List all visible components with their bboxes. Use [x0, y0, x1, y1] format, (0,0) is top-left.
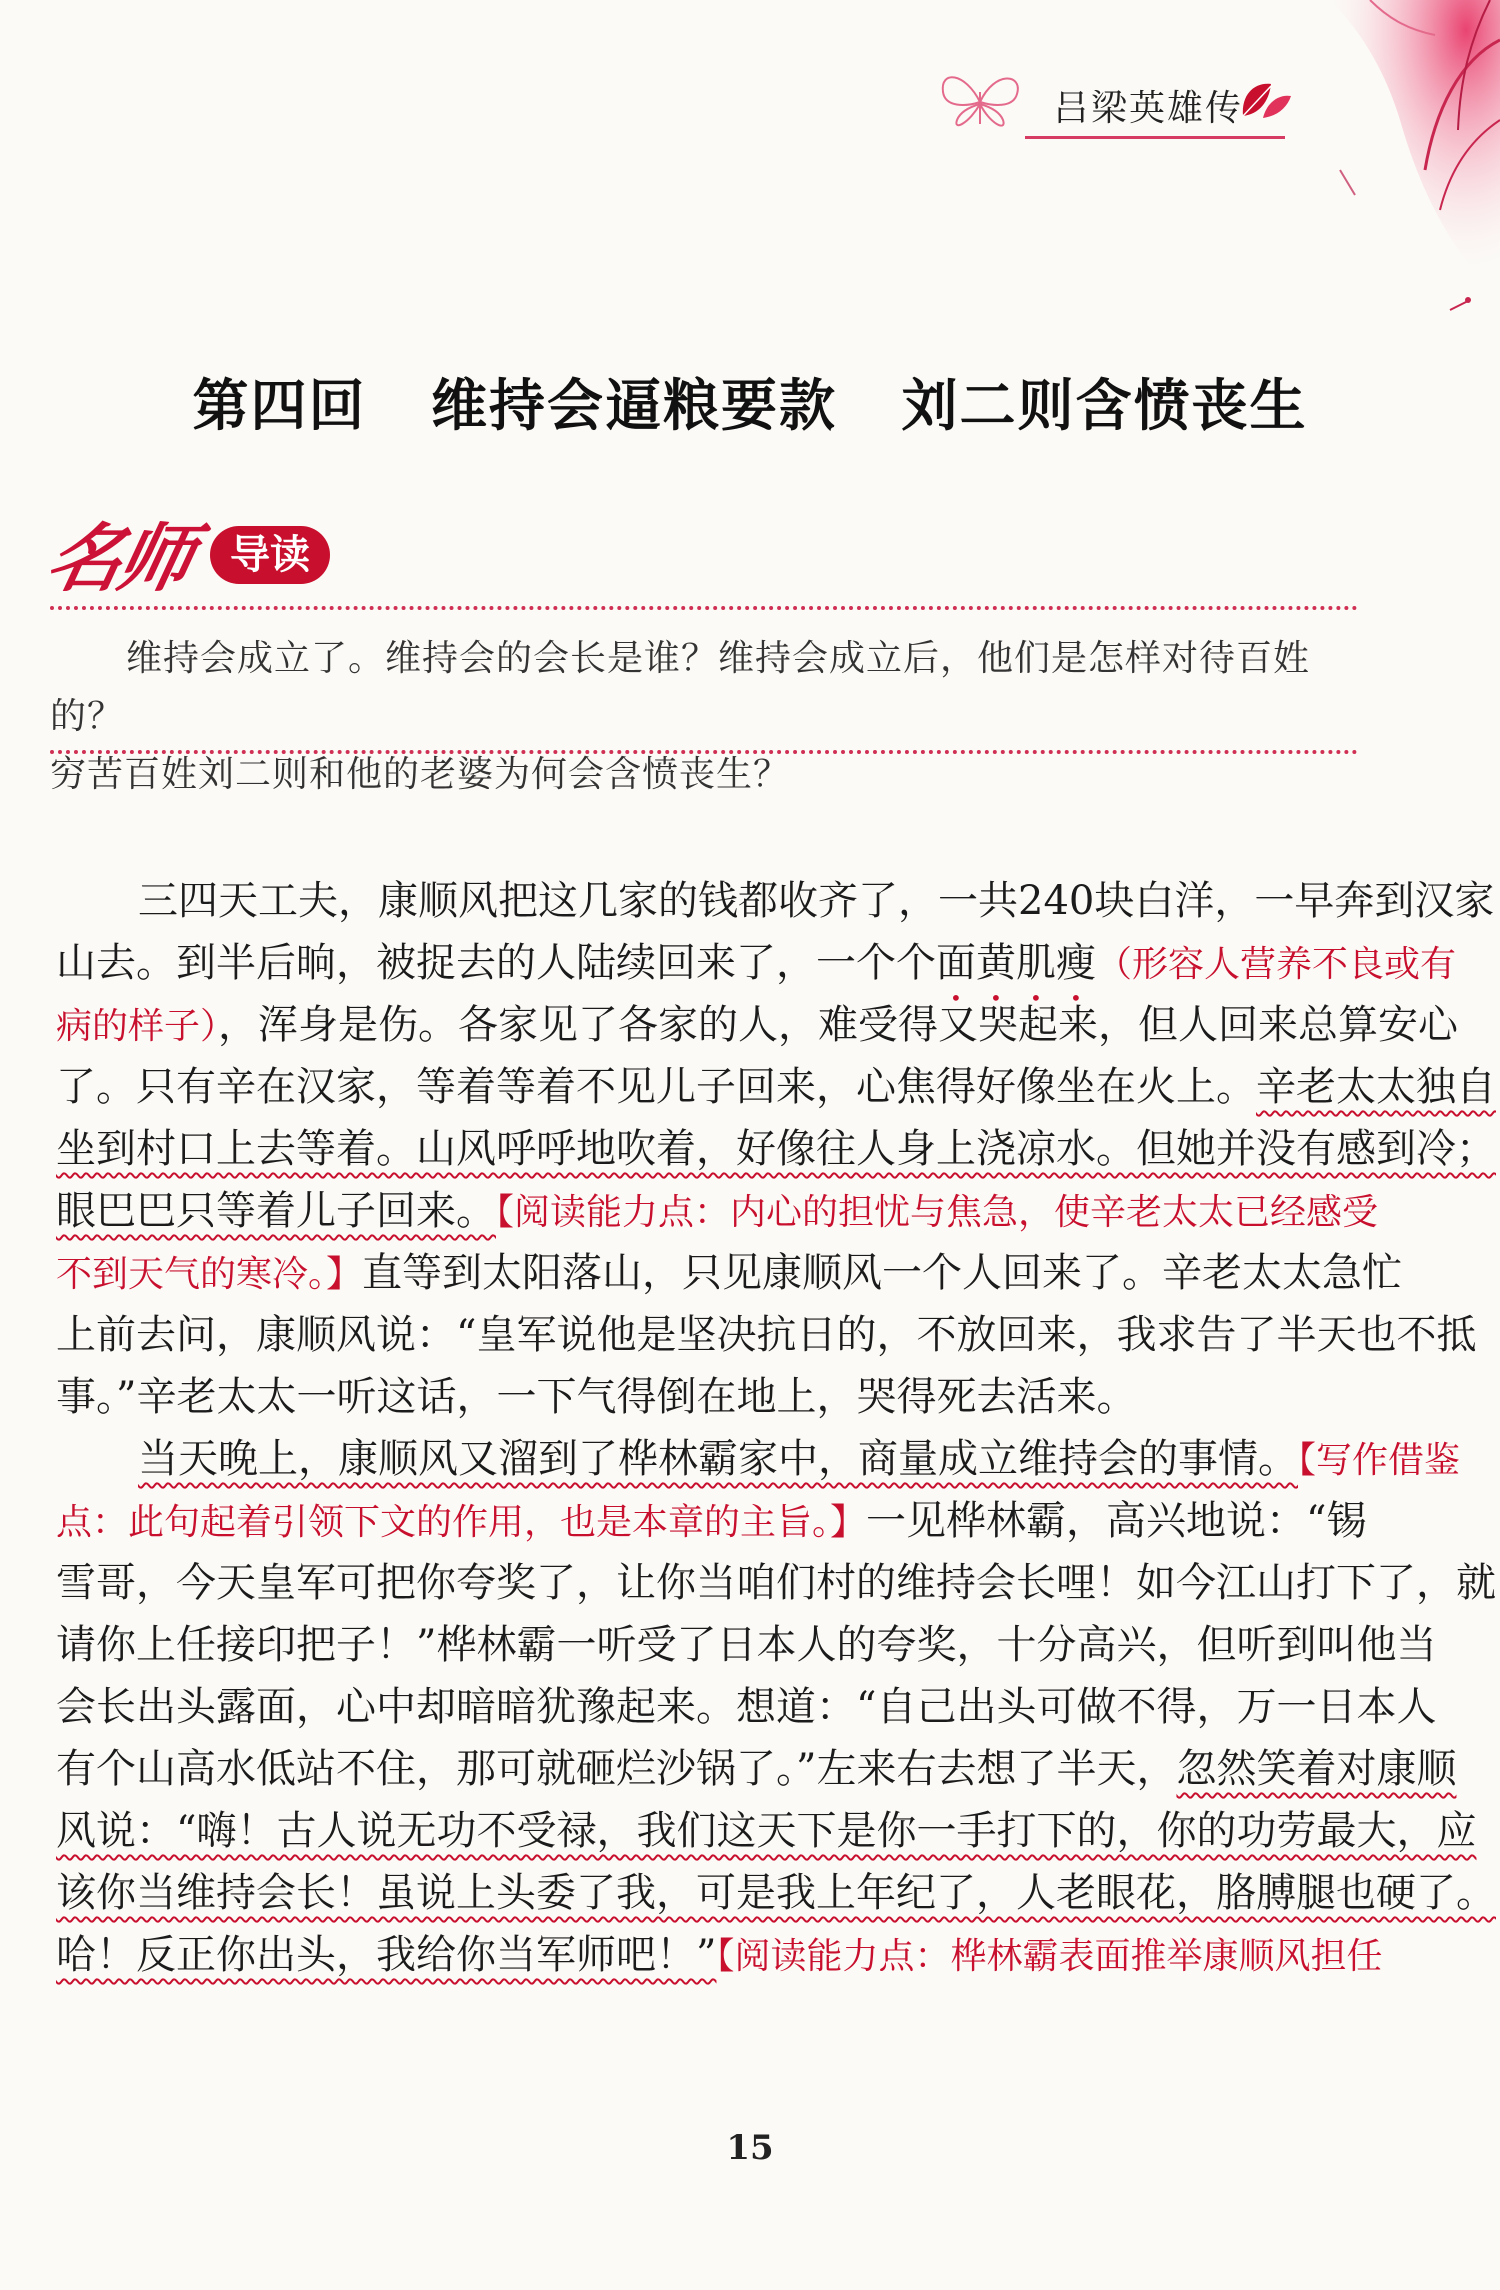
underlined-text: 坐到村口上去等着。山风呼呼地吹着，好像往人身上浇凉水。但她并没有感到冷；: [56, 1126, 1496, 1172]
underlined-text: 忽然笑着对康顺: [1176, 1746, 1457, 1792]
body-line: [56, 932, 1457, 994]
body-line: [56, 1676, 1437, 1738]
body-text-run: 事。”辛老太太一听这话，一下气得倒在地上，哭得死去活来。: [56, 1374, 1137, 1420]
guide-label: [39, 500, 380, 602]
underlined-text: 辛老太太独自: [1256, 1064, 1496, 1110]
guide-text: [50, 630, 1358, 804]
body-text-run: 一见桦林霸，高兴地说：“锡: [866, 1498, 1367, 1544]
book-title: 吕梁英雄传: [1053, 88, 1244, 129]
guide-line: 维持会成立了。维持会的会长是谁？维持会成立后，他们是怎样对待百姓的？: [50, 638, 1311, 737]
butterfly-icon: [935, 62, 1025, 142]
underlined-text: 风说：“嗨！古人说无功不受禄，我们这天下是你一手打下的，你的功劳最大，应: [56, 1808, 1477, 1854]
leaf-icon: [1233, 74, 1293, 124]
definition-note: （形容人营养不良或有: [1096, 944, 1457, 985]
body-text-run: 山去。到半后晌，被捉去的人陆续回来了，一个个: [56, 940, 936, 986]
emphasized-term: 面黄肌瘦: [936, 940, 1096, 986]
body-line: [56, 1552, 1496, 1614]
underlined-text: 该你当维持会长！虽说上头委了我，可是我上年纪了，人老眼花，胳膊腿也硬了。: [56, 1870, 1496, 1916]
definition-note: 病的样子）: [56, 1006, 219, 1047]
body-line: [56, 1800, 1477, 1862]
body-text-run: 直等到太阳落山，只见康顺风一个人回来了。辛老太太急忙: [362, 1250, 1403, 1296]
body-line: [56, 1304, 1477, 1366]
page-number: 15: [726, 2128, 774, 2168]
reading-note: 不到天气的寒冷。】: [56, 1254, 363, 1295]
body-line: [56, 1180, 1379, 1242]
body-text-run: 三四天工夫，康顺风把这几家的钱都收齐了，一共240块白洋，一早奔到汉家: [138, 878, 1495, 924]
header-underline: [1025, 136, 1285, 139]
guide-top-divider: [50, 606, 1358, 610]
body-line: [56, 1862, 1496, 1924]
body-text-run: ，浑身是伤。各家见了各家的人，难受得又哭起来，但人回来总算安心: [218, 1002, 1459, 1048]
chapter-title: 第四回 维持会逼粮要款 刘二则含愤丧生: [192, 373, 1308, 439]
body-line: [56, 1614, 1437, 1676]
running-header: [935, 62, 1305, 142]
body-text-run: 上前去问，康顺风说：“皇军说他是坚决抗日的，不放回来，我求告了半天也不抵: [56, 1312, 1477, 1358]
body-text-run: 请你上任接印把子！”桦林霸一听受了日本人的夸奖，十分高兴，但听到叫他当: [56, 1622, 1437, 1668]
underlined-text: 哈！反正你出头，我给你当军师吧！”: [56, 1932, 717, 1978]
body-line: [56, 1490, 1367, 1552]
body-line: [56, 870, 1495, 932]
body-line: [56, 1428, 1461, 1490]
body-text-run: 有个山高水低站不住，那可就砸烂沙锅了。”左来右去想了半天，: [56, 1746, 1177, 1792]
underlined-text: 当天晚上，康顺风又溜到了桦林霸家中，商量成立维持会的事情。: [138, 1436, 1298, 1482]
guide-label-pill: 导读: [210, 526, 330, 584]
body-text-run: 雪哥，今天皇军可把你夸奖了，让你当咱们村的维持会长哩！如今江山打下了，就: [56, 1560, 1496, 1606]
guide-line: 穷苦百姓刘二则和他的老婆为何会含愤丧生？: [50, 754, 791, 795]
guide-label-script: 名师: [39, 516, 198, 602]
body-line: [56, 1118, 1496, 1180]
underlined-text: 眼巴巴只等着儿子回来。: [56, 1188, 496, 1234]
guide-bottom-divider: [50, 750, 1358, 754]
body-text: [56, 870, 1496, 1986]
corner-flower-decoration: [1220, 0, 1500, 330]
body-line: [56, 994, 1459, 1056]
body-line: [56, 1366, 1358, 1428]
body-line: [56, 1242, 1403, 1304]
writing-note: 【写作借鉴: [1298, 1440, 1461, 1481]
writing-note: 点：此句起着引领下文的作用，也是本章的主旨。】: [56, 1502, 867, 1543]
body-line: [56, 1738, 1457, 1800]
body-line: [56, 1924, 1383, 1986]
reading-note: 【阅读能力点：桦林霸表面推举康顺风担任: [716, 1936, 1383, 1977]
body-text-run: 了。只有辛在汉家，等着等着不见儿子回来，心焦得好像坐在火上。: [56, 1064, 1256, 1110]
reading-note: 【阅读能力点：内心的担忧与焦急，使辛老太太已经感受: [496, 1192, 1379, 1233]
body-line: [56, 1056, 1496, 1118]
body-text-run: 会长出头露面，心中却暗暗犹豫起来。想道：“自己出头可做不得，万一日本人: [56, 1684, 1437, 1730]
